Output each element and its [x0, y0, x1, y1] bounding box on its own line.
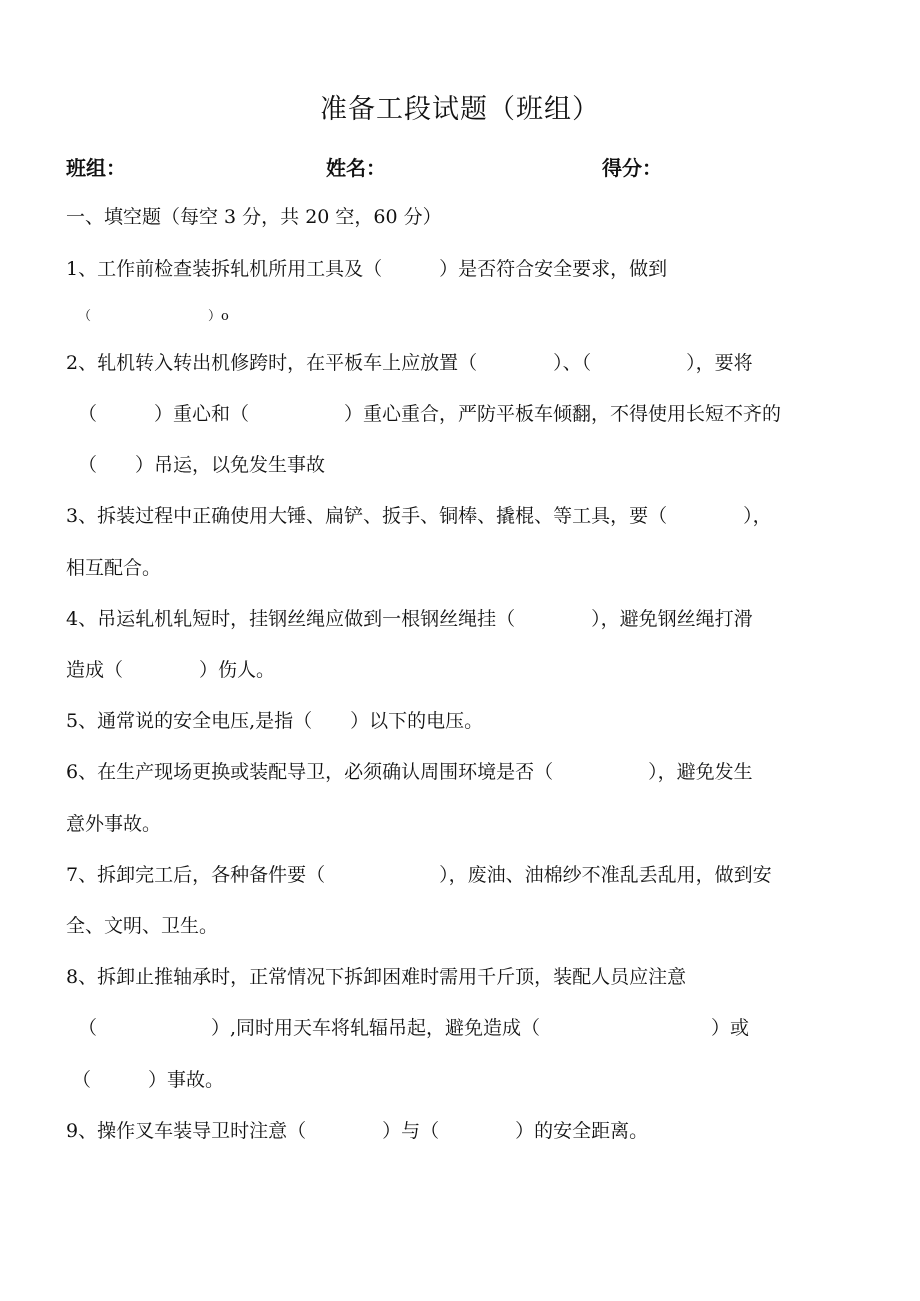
question-5-line-1: 5、通常说的安全电压,是指（ ）以下的电压。 [66, 710, 484, 732]
question-2-line-1: 2、轧机转入转出机修跨时，在平板车上应放置（ ）、（ ），要将 [66, 352, 753, 374]
question-4-line-2: 造成（ ）伤人。 [66, 659, 276, 681]
question-6-line-1: 6、在生产现场更换或装配导卫，必须确认周围环境是否（ ），避免发生 [66, 761, 753, 783]
question-7-line-1: 7、拆卸完工后，各种备件要（ ），废油、油棉纱不准乱丢乱用，做到安 [66, 864, 772, 886]
question-3-line-2: 相互配合。 [66, 557, 162, 579]
score-label: 得分： [602, 156, 662, 180]
question-1-line-1: 1、工作前检查装拆轧机所用工具及（ ）是否符合安全要求，做到 [66, 258, 668, 280]
section-title: 一、填空题（每空 3 分，共 20 空，60 分） [66, 206, 442, 228]
question-2-line-3: （ ）吊运，以免发生事故 [78, 454, 326, 476]
page-title: 准备工段试题（班组） [320, 94, 600, 125]
question-7-line-2: 全、文明、卫生。 [66, 915, 219, 937]
question-2-line-2: （ ）重心和（ ）重心重合，严防平板车倾翻，不得使用长短不齐的 [78, 403, 782, 425]
question-4-line-1: 4、吊运轧机轧短时，挂钢丝绳应做到一根钢丝绳挂（ ），避免钢丝绳打滑 [66, 608, 753, 630]
question-8-line-3: （ ）事故。 [72, 1069, 225, 1091]
question-1-line-2: （ ）o [78, 309, 229, 324]
team-label: 班组： [66, 156, 126, 180]
question-8-line-2: （ ）,同时用天车将轧辐吊起，避免造成（ ）或 [78, 1017, 750, 1039]
question-6-line-2: 意外事故。 [66, 813, 162, 835]
question-9-line-1: 9、操作叉车装导卫时注意（ ）与（ ）的安全距离。 [66, 1120, 649, 1142]
name-label: 姓名： [326, 156, 386, 180]
question-3-line-1: 3、拆装过程中正确使用大锤、扁铲、扳手、铜棒、撬棍、等工具，要（ ）， [66, 505, 772, 527]
question-8-line-1: 8、拆卸止推轴承时，正常情况下拆卸困难时需用千斤顶，装配人员应注意 [66, 966, 687, 988]
